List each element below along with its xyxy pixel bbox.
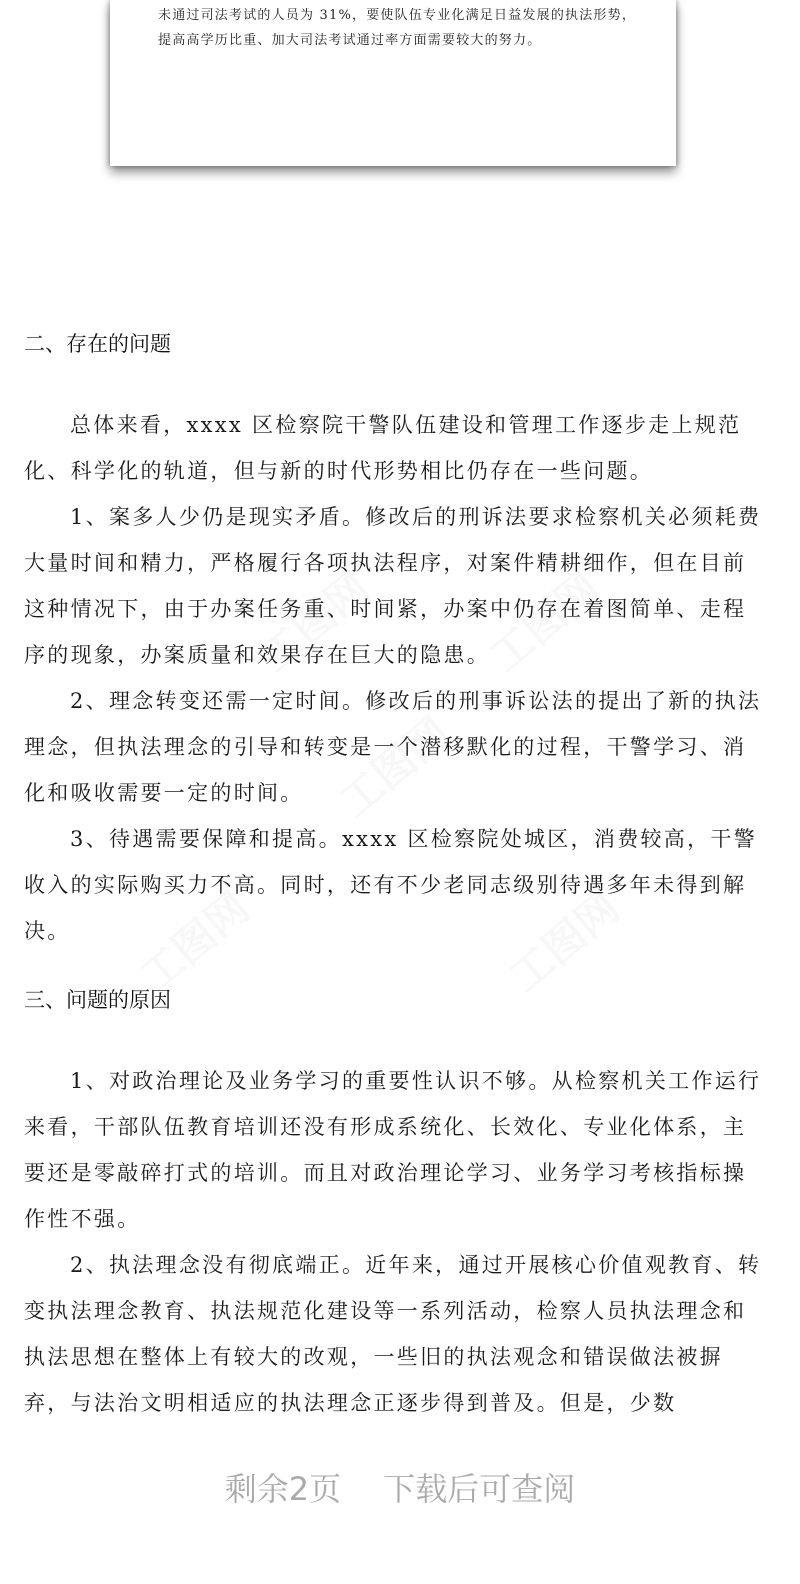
paragraph: 3、待遇需要保障和提高。xxxx 区检察院处城区，消费较高，干警收入的实际购买力不高。同时，还有不少老同志级别待遇多年未得到解决。 — [24, 827, 758, 943]
card-paragraph: 未通过司法考试的人员为 31%，要使队伍专业化满足日益发展的执法形势，提高高学历比重、加大司法考试通过率方面需要较大的努力。 — [158, 8, 637, 48]
paragraph: 2、理念转变还需一定时间。修改后的刑事诉讼法的提出了新的执法理念，但执法理念的引导和转变是一个潜移默化的过程，干警学习、消化和吸收需要一定的时间。 — [24, 689, 762, 805]
section-heading-causes: 三、问题的原因 — [24, 988, 171, 1012]
section-heading-problems: 二、存在的问题 — [24, 332, 171, 356]
paragraph: 总体来看，xxxx 区检察院干警队伍建设和管理工作逐步走上规范化、科学化的轨道，但与新的时代形势相比仍存在一些问题。 — [24, 413, 742, 483]
watermark: 工图网 — [500, 882, 629, 1002]
document-preview-card — [110, 0, 676, 166]
paragraph: 2、执法理念没有彻底端正。近年来，通过开展核心价值观教育、转变执法理念教育、执法规范化建设等一系列活动，检察人员执法理念和执法思想在整体上有较大的改观，一些旧的执法观念和错误做法被摒弃，与法治文明相适应的执法理念正逐步得到普及。但是，少数 — [24, 1253, 762, 1415]
remaining-pages-label: 剩余2页 — [224, 1470, 342, 1508]
watermark: 工图网 — [330, 707, 459, 827]
paragraph: 1、对政治理论及业务学习的重要性认识不够。从检察机关工作运行来看，干部队伍教育培训还没有形成系统化、长效化、专业化体系，主要还是零敲碎打式的培训。而且对政治理论学习、业务学习考核指标操作性不强。 — [24, 1069, 762, 1231]
paragraph: 1、案多人少仍是现实矛盾。修改后的刑诉法要求检察机关必须耗费大量时间和精力，严格履行各项执法程序，对案件精耕细作，但在目前这种情况下，由于办案任务重、时间紧，办案中仍存在着图简单、走程序的现象，办案质量和效果存在巨大的隐患。 — [24, 505, 762, 667]
watermark: 工图网 — [250, 562, 379, 682]
watermark: 工图网 — [480, 562, 609, 682]
watermark: 工图网 — [130, 882, 259, 1002]
download-prompt[interactable] — [0, 1464, 800, 1510]
download-to-view-label: 下载后可查阅 — [383, 1470, 576, 1508]
